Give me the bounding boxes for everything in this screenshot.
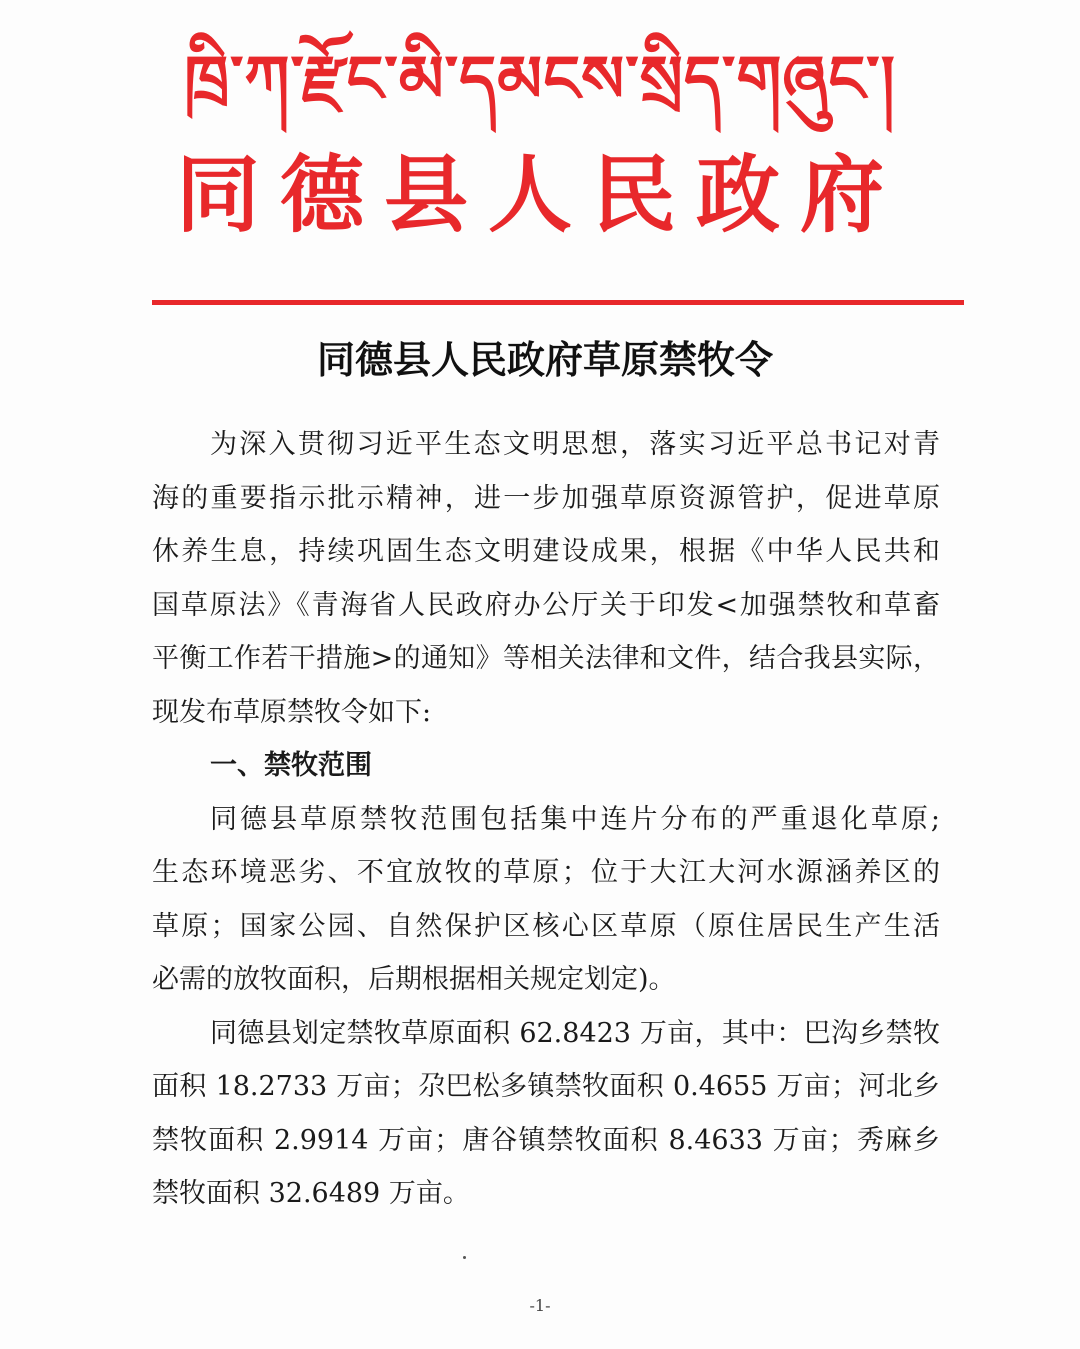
area-line: 禁牧面积 2.9914 万亩；唐谷镇禁牧面积 8.4633 万亩；秀麻乡 xyxy=(152,1124,940,1156)
tibetan-letterhead: ཁྲི་ཀ་རྫོང་མི་དམངས་སྲིད་གཞུང་། xyxy=(184,43,896,117)
scope-line: 同德县草原禁牧范围包括集中连片分布的严重退化草原; xyxy=(210,803,940,835)
scan-speck xyxy=(463,1256,466,1259)
intro-line: 国草原法》《青海省人民政府办公厅关于印发<加强禁牧和草畜 xyxy=(152,589,940,621)
organization-letterhead: 同德县人民政府 xyxy=(175,146,904,244)
intro-line: 平衡工作若干措施>的通知》等相关法律和文件，结合我县实际， xyxy=(152,643,940,674)
red-divider-line xyxy=(152,300,964,305)
intro-line: 休养生息，持续巩固生态文明建设成果，根据《中华人民共和 xyxy=(152,536,940,567)
page-number: -1- xyxy=(529,1296,551,1315)
scope-line: 必需的放牧面积，后期根据相关规定划定)。 xyxy=(152,964,676,995)
area-line: 同德县划定禁牧草原面积 62.8423 万亩，其中：巴沟乡禁牧 xyxy=(210,1017,940,1049)
area-line: 面积 18.2733 万亩；尕巴松多镇禁牧面积 0.4655 万亩；河北乡 xyxy=(152,1071,940,1102)
intro-line: 现发布草原禁牧令如下: xyxy=(152,696,432,728)
scope-line: 生态环境恶劣、不宜放牧的草原；位于大江大河水源涵养区的 xyxy=(152,857,940,888)
document-body xyxy=(152,418,940,1221)
area-line: 禁牧面积 32.6489 万亩。 xyxy=(152,1178,470,1209)
document-title: 同德县人民政府草原禁牧令 xyxy=(316,337,773,382)
section-heading: 一、禁牧范围 xyxy=(210,750,372,781)
intro-line: 海的重要指示批示精神，进一步加强草原资源管护，促进草原 xyxy=(152,482,940,514)
intro-line: 为深入贯彻习近平生态文明思想，落实习近平总书记对青 xyxy=(210,429,940,460)
scope-line: 草原；国家公园、自然保护区核心区草原（原住居民生产生活 xyxy=(152,910,940,942)
